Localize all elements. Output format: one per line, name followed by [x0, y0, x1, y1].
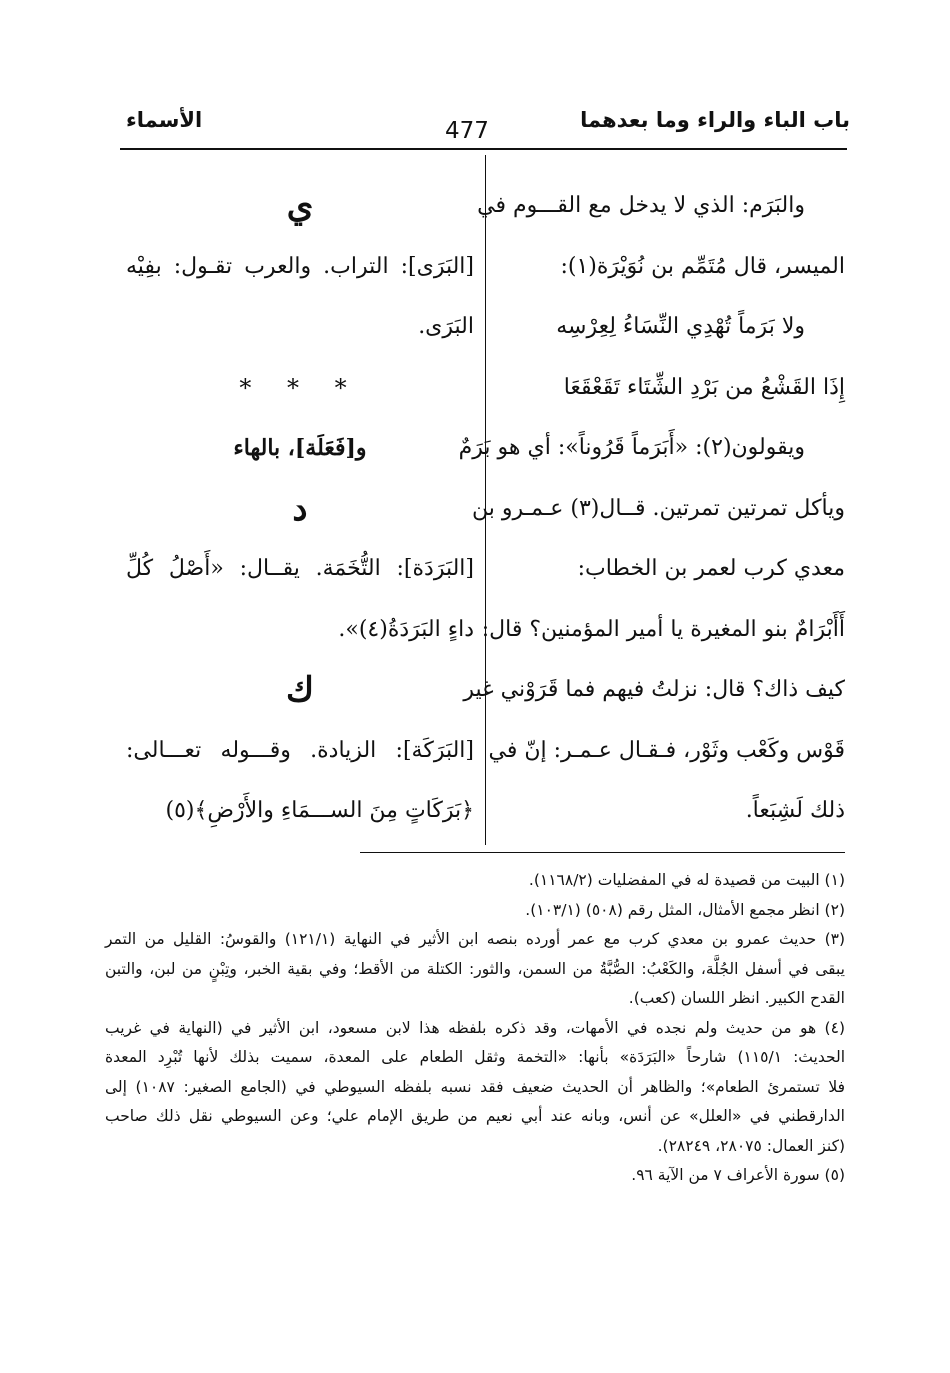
footnote-rule: [360, 852, 845, 853]
footnote-line-1: (١) البيت من قصيدة له في المفضليات (١١٦٨/٢).: [528, 871, 845, 889]
chapter-title: باب الباء والراء وما بعدهما: [580, 108, 850, 132]
right-column-line-1: والبَرَم: الذي لا يدخل مع القـــوم في: [477, 193, 805, 218]
footnote-line-8: فلا تستمرئ الطعام»؛ والظاهر أن الحديث ضعيف فقد نسبه بلفظه السيوطي في (الجامع الصغير: ١٠٨٧) إلى: [105, 1077, 845, 1096]
header-rule: [120, 148, 847, 150]
left-column-line-8: داءٍ البَرَدَةُ(٤)».: [338, 616, 474, 642]
footnote-line-5: القدح الكبير. انظر اللسان (كعب).: [628, 989, 845, 1007]
footnote-line-6: (٤) هو من حديث ولم نجده في الأمهات، وقد ذكره بلفظه هذا لابن مسعود، ابن الأثير في (النهاية في غريب: [105, 1018, 845, 1037]
left-column-line-10: [البَرَكَة]: الزيادة. وقـــوله تعـــالى:: [126, 737, 474, 763]
right-column-line-6: ويأكل تمرتين تمرتين. قــال(٣) عـمـرو بن: [472, 495, 845, 521]
right-column-line-11: ذلك لَشِبَعاً.: [745, 798, 845, 823]
right-column-line-5: ويقولون(٢): «أَبَرَماً قَرُوناً»: أي هو بَرَمٌ: [458, 435, 805, 460]
page-number: 477: [445, 118, 489, 144]
right-column-line-3: ولا بَرَماً تُهْدِي النِّسَاءُ لِعِرْسِه: [556, 314, 805, 339]
footnote-line-4: يبقى في أسفل الجُلَّة، والكَعْبُ: الصُّبَّةُ من السمن، والثور: الكتلة من الأقط؛ وفي بقية الخبر، وتِبْنٍ من لبن، والتبن: [105, 959, 845, 978]
right-column-line-4: إِذَا القَشْعُ من بَرْدِ الشِّتَاء تَقَعْقَعَا: [563, 374, 845, 400]
right-column-line-10: قَوْس وكَعْب وثَوْر، فـقـال عـمـر: إنّ في: [488, 737, 845, 763]
left-column-line-11: ﴿بَرَكَاتٍ مِنَ الســـمَاءِ والأَرْضِ﴾(٥): [165, 798, 474, 823]
left-column-line-7: [البَرَدَة]: التُّخَمَة. يقــال: «أَصْلُ كُلِّ: [126, 556, 474, 581]
section-title: الأسماء: [126, 108, 203, 132]
left-column-line-4: * * *: [239, 373, 361, 402]
right-column-line-7: معدي كرب لعمر بن الخطاب:: [577, 556, 845, 581]
footnote-line-11: (٥) سورة الأعراف ٧ من الآية ٩٦.: [631, 1166, 845, 1184]
left-column-line-6: د: [292, 488, 308, 529]
right-column-line-9: كيف ذاك؟ قال: نزلتُ فيهم فما قَرَوْني غير: [463, 677, 845, 702]
left-column-line-9: ك: [285, 670, 315, 710]
left-column-line-3: البَرَى.: [418, 314, 474, 339]
left-column-line-2: [البَرَى]: التراب. والعرب تقـول: بفِيْه: [126, 253, 474, 279]
right-column-line-2: الميسر، قال مُتَمِّم بن نُوَيْرَة(١):: [560, 253, 845, 279]
footnote-line-9: الدارقطني في «العلل» عن أنس، وبانه عند أبي نعيم من طريق الإمام علي؛ وعن السيوطي نقل ذلك صاحب: [105, 1107, 845, 1125]
footnote-line-2: (٢) انظر مجمع الأمثال، المثل رقم (٥٠٨) (١٠٣/١).: [525, 900, 845, 919]
left-column-line-5: و[فَعَلَة]، بالهاء: [233, 435, 367, 461]
footnotes: [105, 866, 845, 1191]
footnote-line-3: (٣) حديث عمرو بن معدي كرب مع عمر أورده بنصه ابن الأثير في النهاية (١٢١/١) والقوسُ: القليل من التمر: [105, 930, 846, 948]
footnote-line-7: الحديث: ١١٥/١) شارحاً «البَرَدَة» بأنها: «التخمة وثقل الطعام على المعدة، سميت بذلك لأنها تُبْرِد المعدة: [105, 1048, 846, 1066]
right-column-line-8: أَأَبْرَامٌ بنو المغيرة يا أمير المؤمنين؟ قال:: [481, 616, 845, 642]
left-column: [126, 176, 474, 842]
left-column-line-1: ي: [286, 186, 314, 226]
footnote-line-10: (كنز العمال: ٢٨٠٧٥، ٢٨٢٤٩).: [657, 1136, 845, 1155]
right-column: [458, 176, 845, 842]
